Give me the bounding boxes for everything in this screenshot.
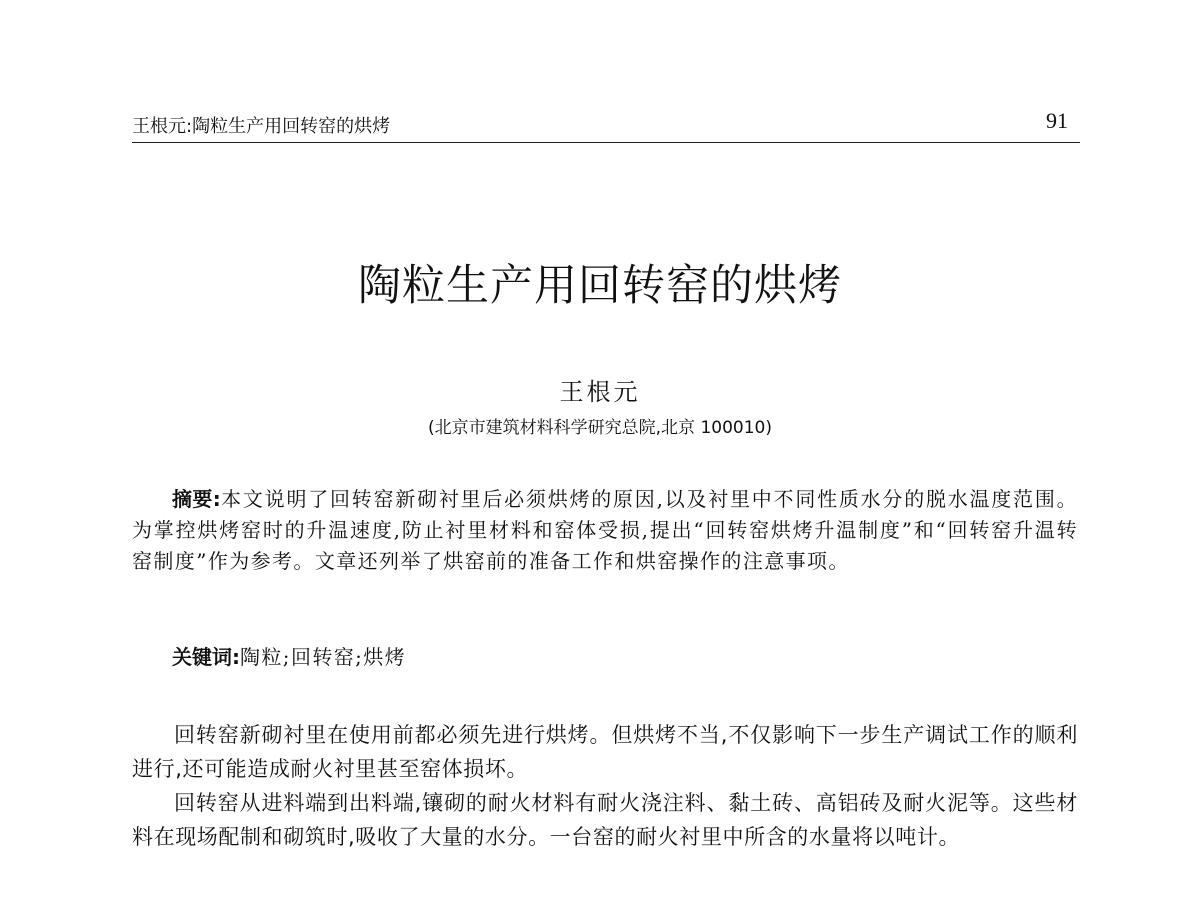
abstract: [132, 484, 1078, 577]
running-header: [132, 108, 1080, 143]
keywords-text: 陶粒;回转窑;烘烤: [240, 645, 407, 669]
body-text: [132, 718, 1078, 854]
abstract-label: 摘要:: [172, 487, 221, 511]
abstract-text: 本文说明了回转窑新砌衬里后必须烘烤的原因,以及衬里中不同性质水分的脱水温度范围。为掌控烘烤窑时的升温速度,防止衬里材料和窑体受损,提出“回转窑烘烤升温制度”和“回转窑升温转窑制度”作为参考。文章还列举了烘窑前的准备工作和烘窑操作的注意事项。: [132, 487, 1079, 573]
page-number: 91: [1046, 108, 1068, 133]
running-title: 王根元:陶粒生产用回转窑的烘烤: [132, 116, 391, 137]
body-paragraph: 回转窑从进料端到出料端,镶砌的耐火材料有耐火浇注料、黏土砖、高铝砖及耐火泥等。这些材料在现场配制和砌筑时,吸收了大量的水分。一台窑的耐火衬里中所含的水量将以吨计。: [132, 791, 1078, 849]
keywords-label: 关键词:: [172, 645, 240, 669]
author-affiliation: (北京市建筑材料科学研究总院,北京 100010): [428, 418, 772, 438]
author-name: 王根元: [559, 378, 641, 406]
keywords: [132, 642, 1078, 673]
body-paragraph: 回转窑新砌衬里在使用前都必须先进行烘烤。但烘烤不当,不仅影响下一步生产调试工作的顺利进行,还可能造成耐火衬里甚至窑体损坏。: [132, 723, 1078, 781]
article-title: 陶粒生产用回转窑的烘烤: [358, 261, 842, 311]
